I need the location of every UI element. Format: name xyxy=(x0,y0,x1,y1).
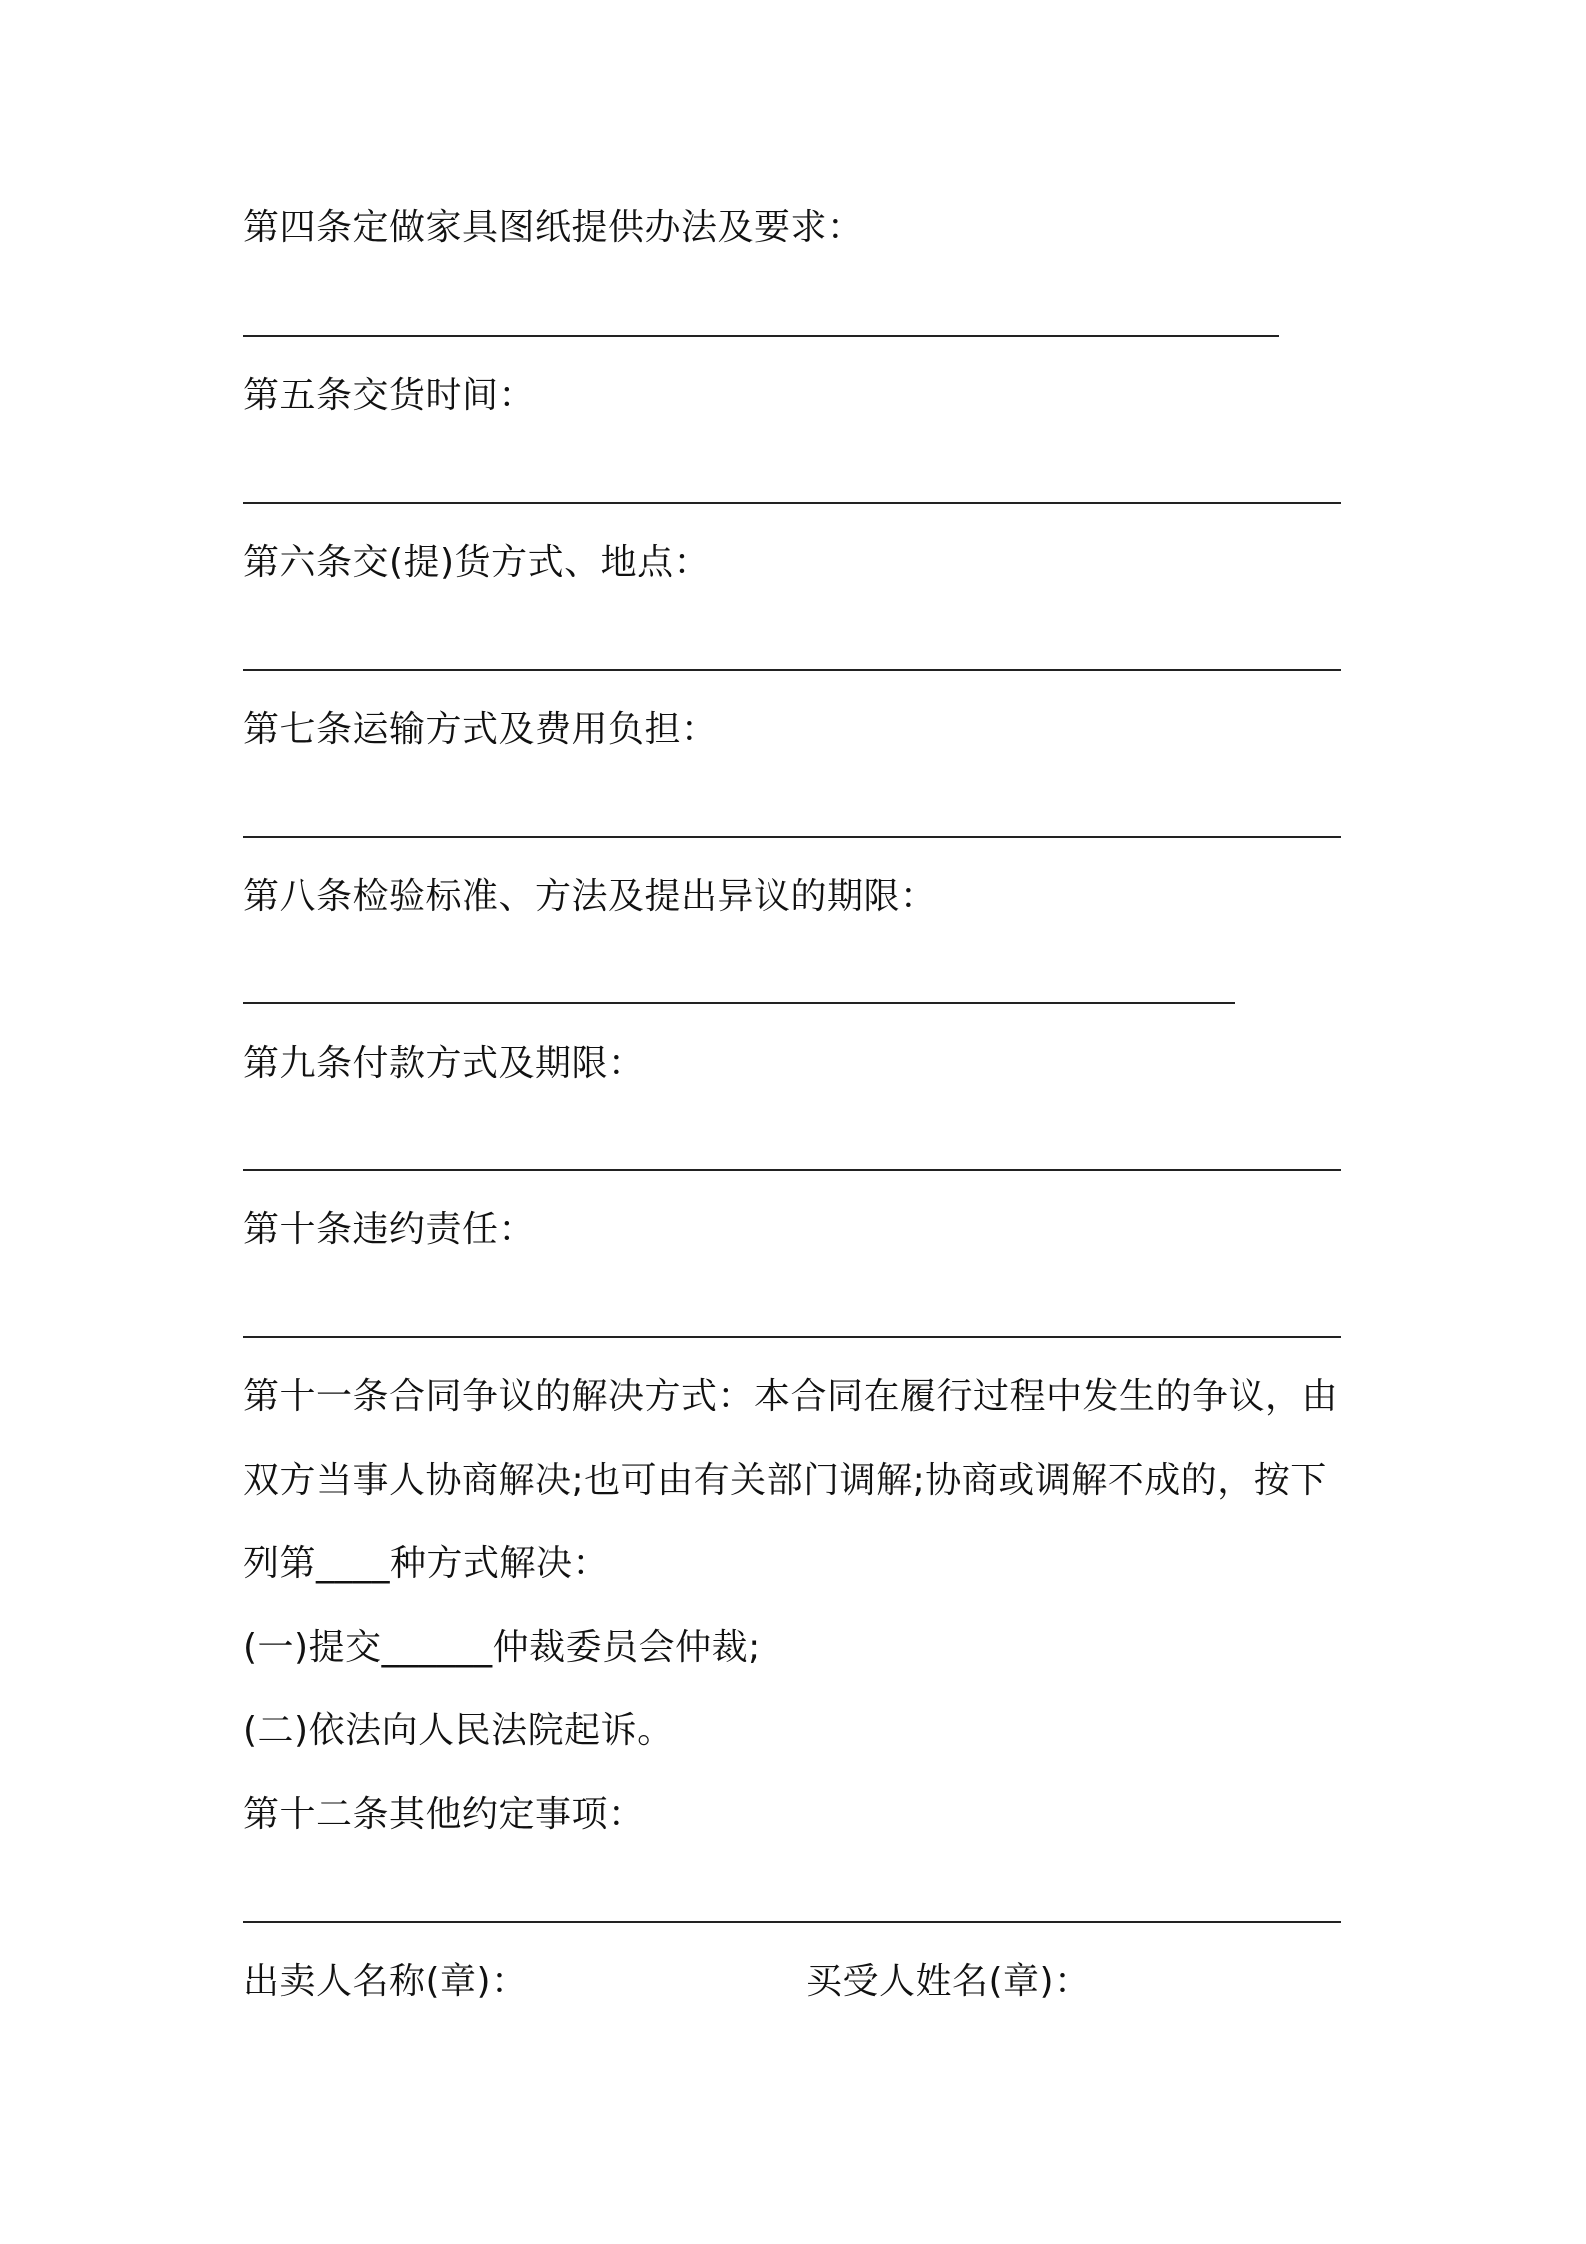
article-8-blank xyxy=(243,1002,1235,1004)
article-5-heading: 第五条交货时间： xyxy=(243,375,536,416)
article-11-line-1: 第十一条合同争议的解决方式：本合同在履行过程中发生的争议，由 xyxy=(243,1376,1339,1417)
article-11-line-3: 列第____种方式解决： xyxy=(243,1543,610,1584)
article-12-heading: 第十二条其他约定事项： xyxy=(243,1794,645,1835)
article-9-heading: 第九条付款方式及期限： xyxy=(243,1043,645,1084)
article-11-option-2: (二)依法向人民法院起诉。 xyxy=(243,1710,674,1751)
article-4-blank xyxy=(243,335,1279,337)
buyer-signature-label: 买受人姓名(章)： xyxy=(806,1961,1091,2002)
seller-signature-label: 出卖人名称(章)： xyxy=(243,1961,528,2002)
article-6-heading: 第六条交(提)货方式、地点： xyxy=(243,542,711,583)
article-5-blank xyxy=(243,502,1341,504)
article-6-blank xyxy=(243,669,1341,671)
article-7-heading: 第七条运输方式及费用负担： xyxy=(243,709,718,750)
article-10-heading: 第十条违约责任： xyxy=(243,1209,536,1250)
article-8-heading: 第八条检验标准、方法及提出异议的期限： xyxy=(243,876,937,917)
article-11-option-1: (一)提交______仲裁委员会仲裁; xyxy=(243,1627,761,1668)
article-9-blank xyxy=(243,1169,1341,1171)
article-12-blank xyxy=(243,1921,1341,1923)
article-4-heading: 第四条定做家具图纸提供办法及要求： xyxy=(243,207,864,248)
article-7-blank xyxy=(243,836,1341,838)
article-10-blank xyxy=(243,1336,1341,1338)
article-11-line-2: 双方当事人协商解决;也可由有关部门调解;协商或调解不成的，按下 xyxy=(243,1460,1327,1501)
